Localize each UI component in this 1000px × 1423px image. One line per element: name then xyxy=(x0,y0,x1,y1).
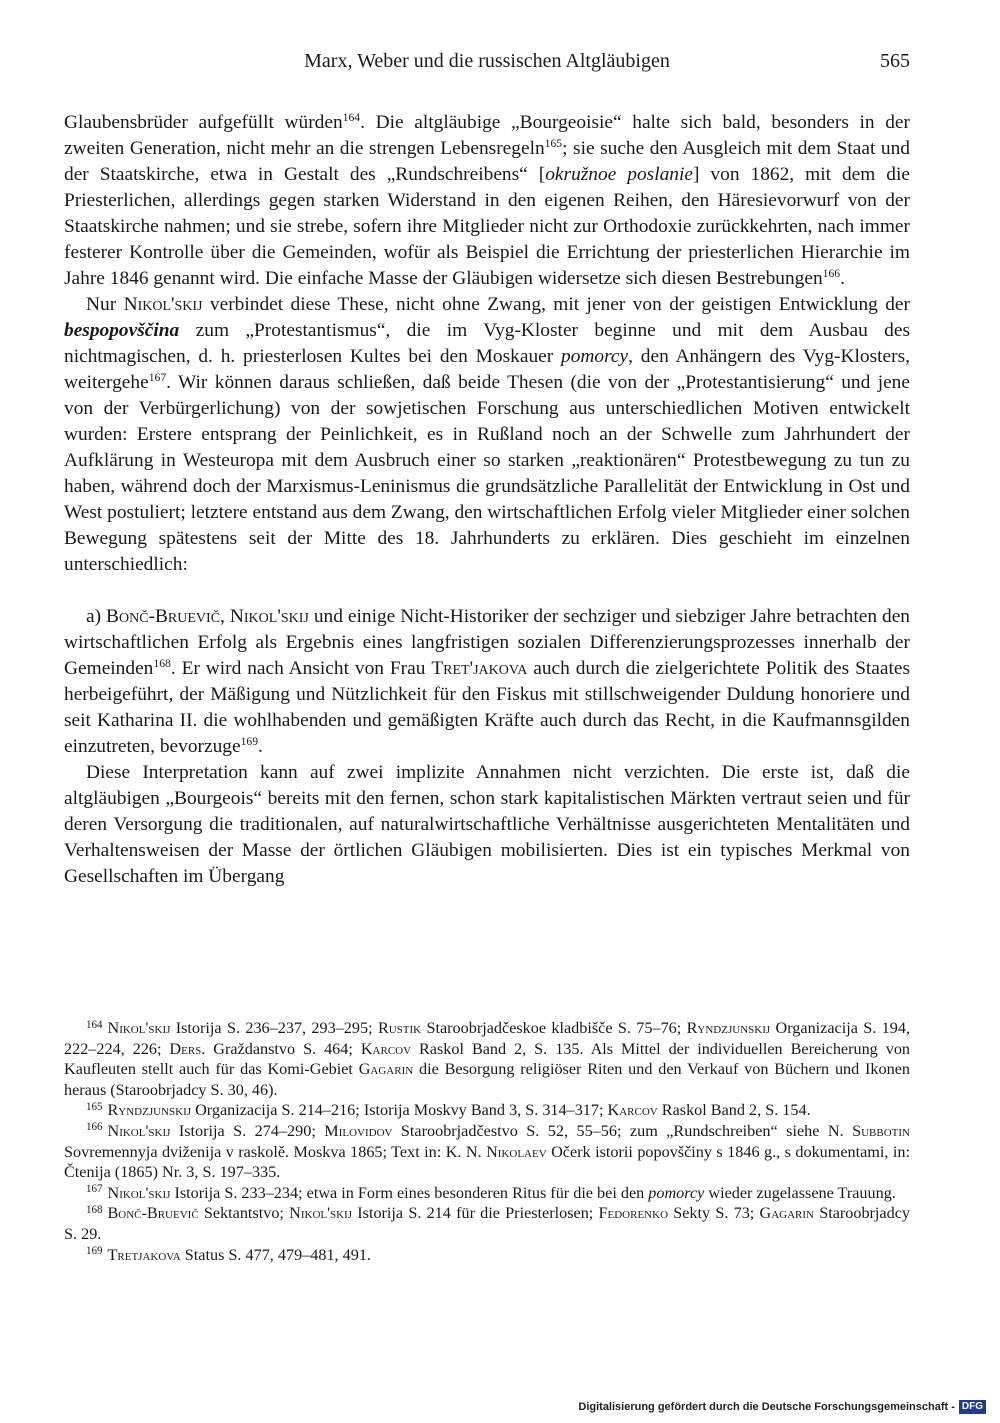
dfg-logo: DFG xyxy=(959,1400,986,1414)
footnotes xyxy=(64,1018,910,1265)
footnote-ref[interactable]: 165 xyxy=(544,137,563,151)
paragraph: Nur Nikol'skij verbindet diese These, nicht ohne Zwang, mit jener von der geistigen Entwicklung der bespopovščina zum „Protestantismus“, die im Vyg-Kloster beginne und mit dem Ausbau des nichtmagischen, d. h. priesterlosen Kultes bei den Moskauer pomorcy, den Anhängern des Vyg-Klosters, weitergehe$^{167}$. Wir können daraus schließen, daß beide Thesen (die von der „Protestantisierung“ und jene von der Verbürgerlichung) von der sowjetischen Forschung aus unterschiedlichen Motiven entwickelt wurden: Erstere entsprang der Peinlichkeit, es in Rußland noch an der Schwelle zum Jahrhundert der Aufklärung in Westeuropa mit dem Ausbruch einer so starken „reaktionären“ Protestbewegung zu tun zu haben, während doch der Marxismus-Leninismus die grundsätzliche Parallelität der Entwicklung in Ost und West postuliert; letztere entstand aus dem Zwang, den wirtschaftlichen Erfolg vieler Mitglieder einer solchen Bewegung spätestens seit der Mitte des 18. Jahrhunderts zu erklären. Dies geschieht im einzelnen unterschiedlich: xyxy=(64,294,910,575)
author-name: Nikol'skij xyxy=(123,294,203,315)
paragraph: a) Bonč-Bruevič, Nikol'skij und einige Nicht-Historiker der sechziger und siebziger Jahre betrachten den wirtschaftlichen Erfolg als Ergebnis eines langfristigen sozialen Differenzierungsprozesses innerhalb der Gemeinden$^{168}$. Er wird nach Ansicht von Frau Tret'jakova auch durch die zielgerichtete Politik des Staates herbeigeführt, der Mäßigung und Nützlichkeit für den Fiskus mit stillschweigender Duldung honoriere und seit Katharina II. die wohlhabenden und gemäßigten Kräfte auch durch das Recht, in die Kaufmannsgilden einzutreten, bevorzuge$^{169}$. xyxy=(64,606,910,757)
footnote: $^{168}$ Bonč-Bruevič Sektantstvo; Nikol'skij Istorija S. 214 für die Priesterlosen; Fedorenko Sekty S. 73; Gagarin Staroobrjadcy S. 29. xyxy=(64,1203,910,1243)
footnote-ref[interactable]: 169 xyxy=(240,735,259,749)
main-text xyxy=(64,110,910,890)
footnote: $^{169}$ Tretjakova Status S. 477, 479–481, 491. xyxy=(86,1245,371,1264)
paragraph: Glaubensbrüder aufgefüllt würden$^{164}$. Die altgläubige „Bourgeoisie“ halte sich bald, besonders in der zweiten Generation, nicht mehr an die strengen Lebensregeln$^{165}$; sie suche den Ausgleich mit dem Staat und der Staatskirche, etwa in Gestalt des „Rundschreibens“ [okružnoe poslanie] von 1862, mit dem die Priesterlichen, allerdings gegen starken Widerstand in den eigenen Reihen, den Häresievorwurf von der Staatskirche nahmen; und sie strebe, sofern ihre Mitglieder nicht zur Orthodoxie zurückkehrten, nach immer festerer Kontrolle über die Gemeinden, wofür als Beispiel die Errichtung der priesterlichen Hierarchie im Jahre 1846 genannt wird. Die einfache Masse der Gläubigen widersetze sich diesen Bestrebungen$^{166}$. xyxy=(64,111,911,289)
paragraph: Diese Interpretation kann auf zwei implizite Annahmen nicht verzichten. Die erste ist, daß die altgläubigen „Bourgeois“ bereits mit den fernen, schon stark kapitalistischen Märkten vertraut seien und für deren Versorgung die traditionalen, auf naturalwirtschaftliche Verhältnisse ausgerichteten Mentalitäten und Verhaltensweisen der Masse der örtlichen Gläubigen mobilisierten. Dies ist ein typisches Merkmal von Gesellschaften im Übergang xyxy=(64,762,910,887)
digitization-footer xyxy=(578,1399,986,1415)
footnote-ref[interactable]: 164 xyxy=(342,111,361,125)
footnote-ref[interactable]: 168 xyxy=(153,657,171,671)
author-name: Bonč-Bruevič xyxy=(106,606,221,627)
footer-text: Digitalisierung gefördert durch die Deutsche Forschungsgemeinschaft - xyxy=(578,1401,955,1413)
running-title: Marx, Weber und die russischen Altgläubigen xyxy=(304,50,670,72)
author-name: Tret'jakova xyxy=(431,658,528,679)
running-header xyxy=(64,50,910,80)
footnote: $^{166}$ Nikol'skij Istorija S. 274–290; Milovidov Staroobrjadčestvo S. 52, 55–56; zum „Rundschreiben“ siehe N. Subbotin Sovremennyja dviženija v raskolě. Moskva 1865; Text in: K. N. Nikolaev Očerk istorii popovščiny s 1846 g., s dokumentami, in: Čtenija (1865) Nr. 3, S. 197–335. xyxy=(64,1121,910,1182)
page-number: 565 xyxy=(880,50,910,72)
footnote-ref[interactable]: 167 xyxy=(148,371,167,385)
footnote: $^{165}$ Ryndzjunskij Organizacija S. 214–216; Istorija Moskvy Band 3, S. 314–317; Karcov Raskol Band 2, S. 154. xyxy=(86,1100,811,1120)
author-name: Nikol'skij xyxy=(229,606,309,627)
footnote-ref[interactable]: 166 xyxy=(822,267,841,281)
footnote: $^{164}$ Nikol'skij Istorija S. 236–237, 293–295; Rustik Staroobrjadčeskoe kladbišče S. 75–76; Ryndzjunskij Organizacija S. 194, 222–224, 226; Ders. Graždanstvo S. 464; Karcov Raskol Band 2, S. 135. Als Mittel der individuellen Bereicherung von Kaufleuten stellt auch für das Komi-Gebiet Gagarin die Besorgung religiöser Riten und den Verkauf von Büchern und Ikonen heraus (Staroobrjadcy S. 30, 46). xyxy=(64,1018,911,1099)
footnote: $^{167}$ Nikol'skij Istorija S. 233–234; etwa in Form eines besonderen Ritus für die bei den pomorcy wieder zugelassene Trauung. xyxy=(86,1183,896,1202)
